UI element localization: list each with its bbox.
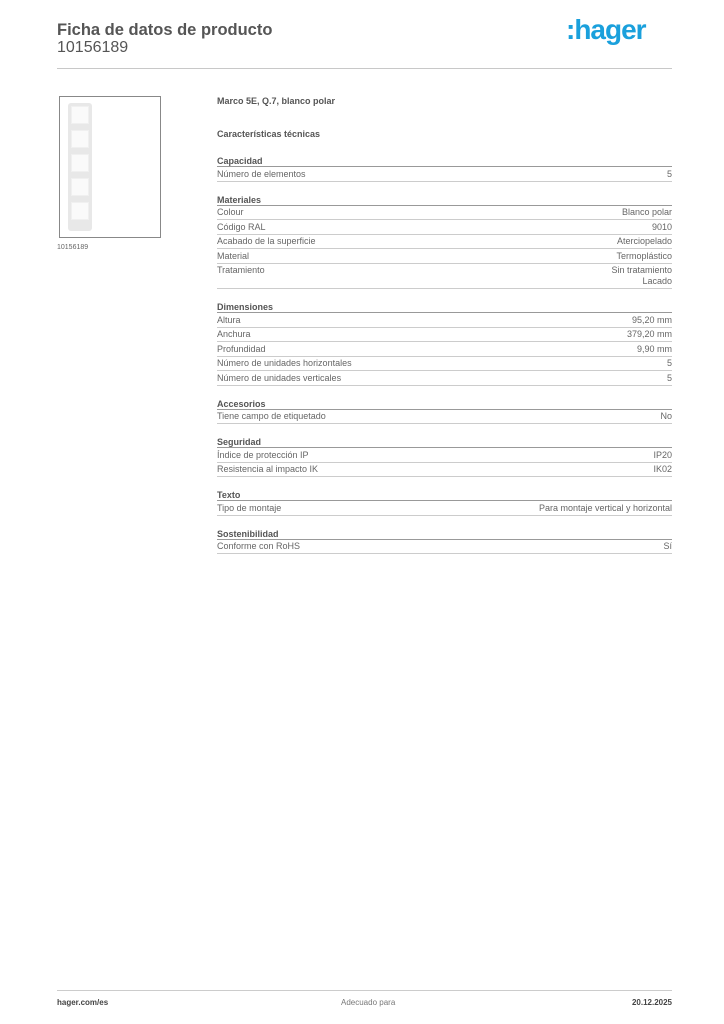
- spec-value-line: Sin tratamiento: [611, 265, 672, 275]
- spec-value-line: 5: [666, 358, 672, 368]
- spec-row: [217, 220, 672, 235]
- spec-row: [217, 264, 672, 290]
- spec-label: Resistencia al impacto IK: [217, 464, 319, 474]
- spec-row: [217, 235, 672, 250]
- spec-row: [217, 371, 672, 386]
- spec-row: [217, 448, 672, 463]
- spec-label: Índice de protección IP: [217, 449, 309, 460]
- spec-value-line: Sí: [663, 541, 672, 551]
- spec-section: [217, 301, 672, 386]
- spec-label: Tiene campo de etiquetado: [217, 411, 326, 421]
- section-title: Sostenibilidad: [217, 528, 672, 540]
- spec-value: [622, 207, 672, 218]
- product-code: 10156189: [57, 39, 129, 56]
- spec-label: Número de unidades verticales: [217, 372, 342, 383]
- spec-section: [217, 528, 672, 555]
- spec-value: [637, 344, 672, 355]
- spec-section: [217, 398, 672, 425]
- spec-label: Conforme con RoHS: [217, 541, 301, 551]
- spec-label: Profundidad: [217, 343, 266, 354]
- spec-label: Acabado de la superficie: [217, 236, 316, 246]
- section-title: Accesorios: [217, 398, 672, 410]
- spec-value: [667, 373, 672, 384]
- spec-row: [217, 342, 672, 357]
- hager-logo: :hager: [566, 14, 646, 45]
- spec-row: [217, 167, 672, 182]
- spec-value: [653, 464, 672, 475]
- spec-value-line: 5: [666, 372, 672, 383]
- spec-value-line: IK02: [653, 464, 672, 474]
- section-title: Texto: [217, 489, 672, 501]
- spec-row: [217, 313, 672, 328]
- spec-value-line: 5: [666, 168, 672, 179]
- spec-label: Material: [217, 250, 250, 261]
- spec-value-line: Aterciopelado: [616, 236, 672, 246]
- spec-row: [217, 357, 672, 372]
- spec-label: Tipo de montaje: [217, 502, 282, 513]
- spec-value-line: Blanco polar: [621, 207, 672, 217]
- spec-label: Altura: [217, 314, 241, 325]
- footer-site-link[interactable]: hager.com/es: [57, 998, 109, 1007]
- spec-section: [217, 194, 672, 290]
- spec-value: [627, 329, 672, 340]
- spec-row: [217, 328, 672, 343]
- spec-value: [667, 169, 672, 180]
- spec-row: [217, 463, 672, 478]
- spec-row: [217, 540, 672, 555]
- spec-section: [217, 155, 672, 182]
- spec-label: Colour: [217, 207, 244, 217]
- divider: [57, 68, 672, 69]
- spec-value: [632, 315, 672, 326]
- spec-section: [217, 436, 672, 477]
- spec-row: [217, 206, 672, 221]
- spec-value: [616, 251, 672, 262]
- spec-value: [617, 236, 672, 247]
- spec-value-line: IP20: [653, 449, 672, 460]
- spec-content: [217, 96, 672, 554]
- spec-value: [653, 450, 672, 461]
- spec-label: Número de elementos: [217, 168, 306, 179]
- spec-row: [217, 410, 672, 425]
- spec-row: [217, 501, 672, 516]
- spec-value-line: 95,20 mm: [631, 314, 672, 325]
- spec-label: Tratamiento: [217, 265, 265, 275]
- page-title: Ficha de datos de producto: [57, 21, 273, 39]
- tech-heading: Características técnicas: [217, 129, 321, 139]
- section-title: Dimensiones: [217, 301, 672, 313]
- spec-value-line: Lacado: [642, 276, 672, 286]
- spec-label: Código RAL: [217, 221, 266, 232]
- section-title: Capacidad: [217, 155, 672, 167]
- section-title: Seguridad: [217, 436, 672, 448]
- spec-value: [660, 411, 672, 422]
- frame-illustration: [68, 103, 92, 231]
- spec-section: [217, 489, 672, 516]
- spec-value-line: Termoplástico: [616, 250, 672, 261]
- section-title: Materiales: [217, 194, 672, 206]
- spec-value-line: 9,90 mm: [636, 343, 672, 354]
- spec-value: [663, 541, 672, 552]
- footer-middle: Adecuado para: [341, 998, 396, 1007]
- footer-date: 20.12.2025: [631, 998, 672, 1007]
- spec-value: [611, 265, 672, 287]
- spec-row: [217, 249, 672, 264]
- spec-label: Anchura: [217, 329, 251, 339]
- spec-value-line: No: [660, 411, 672, 421]
- spec-value-line: Para montaje vertical y horizontal: [538, 502, 672, 513]
- spec-value: [652, 222, 672, 233]
- spec-value-line: 379,20 mm: [626, 329, 672, 339]
- spec-value: [667, 358, 672, 369]
- divider: [57, 990, 672, 991]
- product-image: [59, 96, 161, 238]
- image-caption: 10156189: [57, 244, 89, 251]
- spec-value-line: 9010: [651, 221, 672, 232]
- product-name: Marco 5E, Q.7, blanco polar: [217, 96, 336, 106]
- spec-value: [539, 503, 672, 514]
- spec-label: Número de unidades horizontales: [217, 358, 352, 368]
